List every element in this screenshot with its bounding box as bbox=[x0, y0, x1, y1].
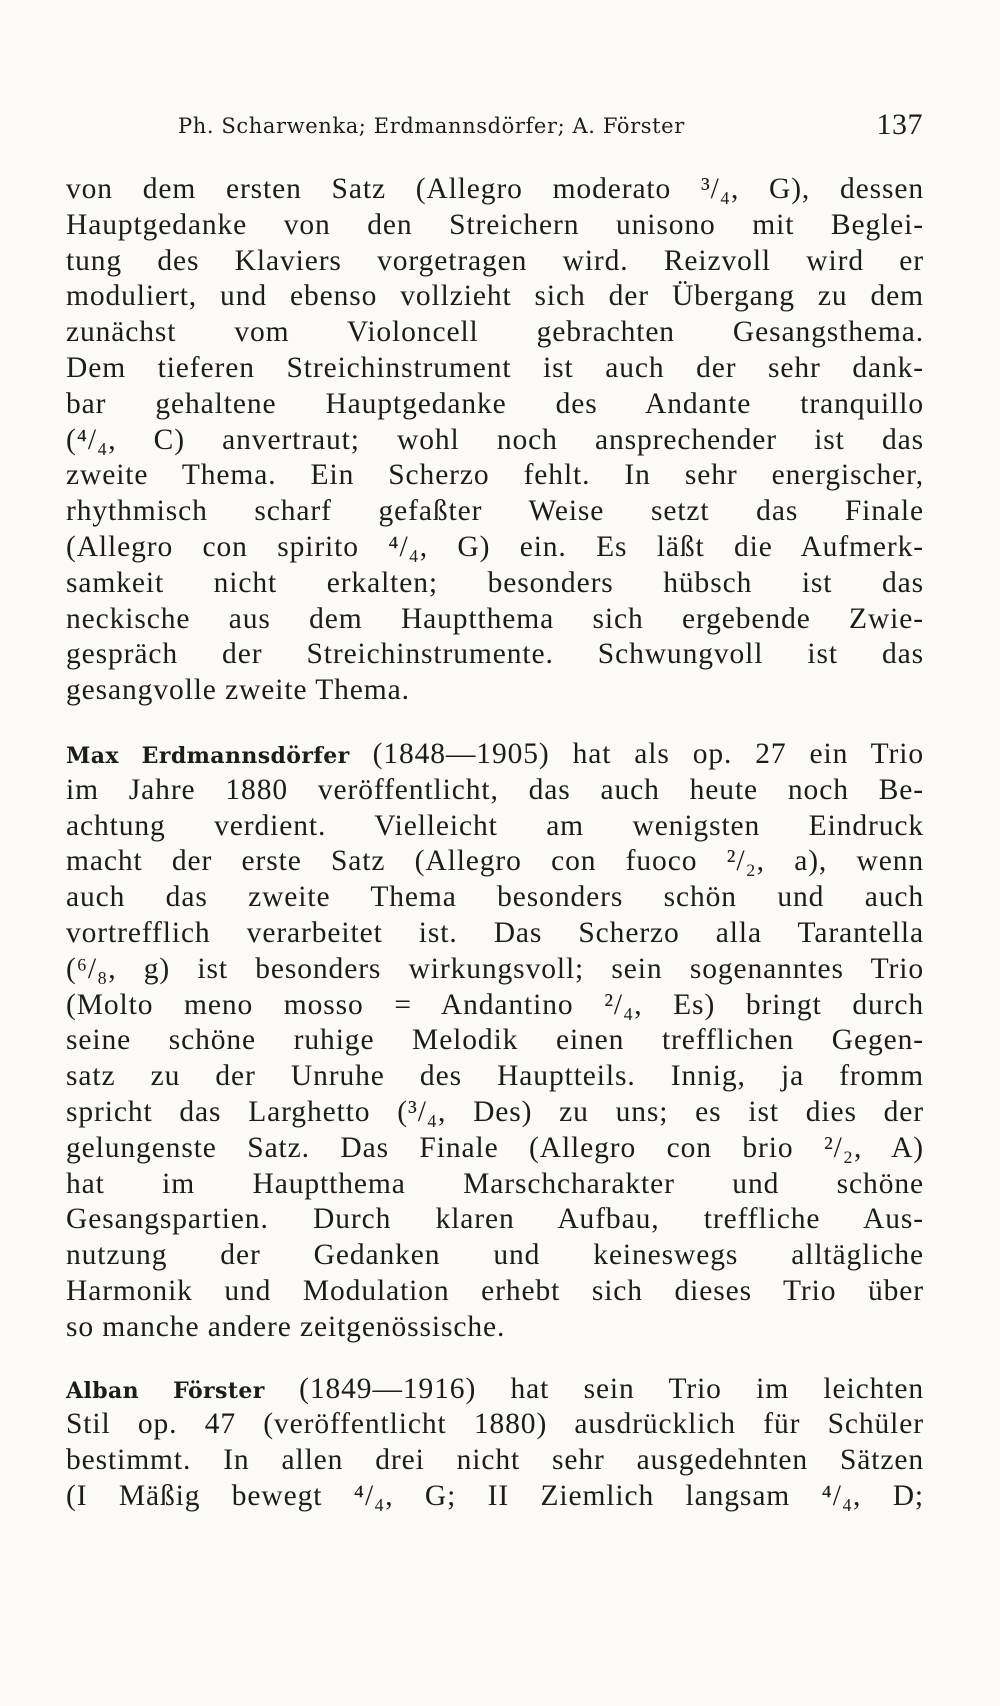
text-line: (⁴/₄, C) anvertraut; wohl noch ansprechender ist das bbox=[66, 423, 924, 456]
composer-name: Alban Förster bbox=[66, 1377, 265, 1404]
page-number: 137 bbox=[876, 108, 923, 141]
text-line: gesangvolle zweite Thema. bbox=[66, 674, 410, 707]
text-line: tung des Klaviers vorgetragen wird. Reizvoll wird er bbox=[66, 244, 924, 277]
text-line: (I Mäßig bewegt ⁴/₄, G; II Ziemlich langsam ⁴/₄, D; bbox=[66, 1479, 924, 1512]
text-line: Gesangspartien. Durch klaren Aufbau, treffliche Aus- bbox=[66, 1203, 924, 1236]
text-line bbox=[66, 737, 924, 773]
text-line: zunächst vom Violoncell gebrachten Gesangsthema. bbox=[66, 316, 924, 349]
text-line: nutzung der Gedanken und keineswegs alltägliche bbox=[66, 1239, 924, 1272]
text-run: (1849—1916) hat sein Trio im leichten bbox=[264, 1372, 924, 1405]
text-line: gelungenste Satz. Das Finale (Allegro con brio ²/₂, A) bbox=[66, 1131, 924, 1164]
text-line: Stil op. 47 (veröffentlicht 1880) ausdrücklich für Schüler bbox=[66, 1408, 924, 1441]
text-line: satz zu der Unruhe des Hauptteils. Innig, ja fromm bbox=[66, 1060, 924, 1093]
paragraph-scharwenka bbox=[66, 172, 924, 709]
text-line: spricht das Larghetto (³/₄, Des) zu uns; es ist dies der bbox=[66, 1095, 924, 1128]
text-line: (⁶/₈, g) ist besonders wirkungsvoll; sein sogenanntes Trio bbox=[66, 952, 924, 985]
paragraph-gap bbox=[66, 1346, 924, 1372]
text-line: Hauptgedanke von den Streichern unisono mit Beglei- bbox=[66, 208, 924, 241]
paragraph-foerster bbox=[66, 1372, 924, 1515]
paragraph-gap bbox=[66, 709, 924, 737]
text-line: rhythmisch scharf gefaßter Weise setzt das Finale bbox=[66, 495, 924, 528]
text-line: hat im Hauptthema Marschcharakter und schöne bbox=[66, 1167, 924, 1200]
text-line: (Allegro con spirito ⁴/₄, G) ein. Es läßt die Aufmerk- bbox=[66, 530, 924, 563]
text-line: (Molto meno mosso = Andantino ²/₄, Es) bringt durch bbox=[66, 988, 924, 1021]
running-head-title: Ph. Scharwenka; Erdmannsdörfer; A. Förster bbox=[178, 114, 685, 138]
text-line bbox=[66, 1372, 924, 1408]
composer-name: Max Erdmannsdörfer bbox=[66, 742, 350, 769]
text-line: moduliert, und ebenso vollzieht sich der Übergang zu dem bbox=[66, 280, 924, 313]
text-line: bestimmt. In allen drei nicht sehr ausgedehnten Sätzen bbox=[66, 1444, 924, 1477]
running-head bbox=[178, 108, 923, 144]
text-line: vortrefflich verarbeitet ist. Das Scherzo alla Tarantella bbox=[66, 916, 924, 949]
text-line: macht der erste Satz (Allegro con fuoco ²/₂, a), wenn bbox=[66, 845, 924, 878]
text-line: seine schöne ruhige Melodik einen trefflichen Gegen- bbox=[66, 1024, 924, 1057]
paragraph-erdmannsdoerfer bbox=[66, 737, 924, 1346]
text-line: gespräch der Streichinstrumente. Schwungvoll ist das bbox=[66, 638, 924, 671]
text-line: zweite Thema. Ein Scherzo fehlt. In sehr energischer, bbox=[66, 459, 924, 492]
text-line: neckische aus dem Hauptthema sich ergebende Zwie- bbox=[66, 602, 924, 635]
text-line: Dem tieferen Streichinstrument ist auch der sehr dank- bbox=[66, 351, 924, 384]
text-line: samkeit nicht erkalten; besonders hübsch ist das bbox=[66, 566, 924, 599]
body-text bbox=[66, 172, 924, 1515]
text-line: auch das zweite Thema besonders schön und auch bbox=[66, 881, 924, 914]
text-line: Harmonik und Modulation erhebt sich dieses Trio über bbox=[66, 1274, 924, 1307]
text-line: im Jahre 1880 veröffentlicht, das auch heute noch Be- bbox=[66, 773, 924, 806]
text-line: bar gehaltene Hauptgedanke des Andante tranquillo bbox=[66, 387, 924, 420]
text-line: achtung verdient. Vielleicht am wenigsten Eindruck bbox=[66, 809, 924, 842]
text-line: von dem ersten Satz (Allegro moderato ³/₄, G), dessen bbox=[66, 173, 924, 205]
text-line: so manche andere zeitgenössische. bbox=[66, 1310, 506, 1343]
text-run: (1848—1905) hat als op. 27 ein Trio bbox=[349, 737, 924, 770]
